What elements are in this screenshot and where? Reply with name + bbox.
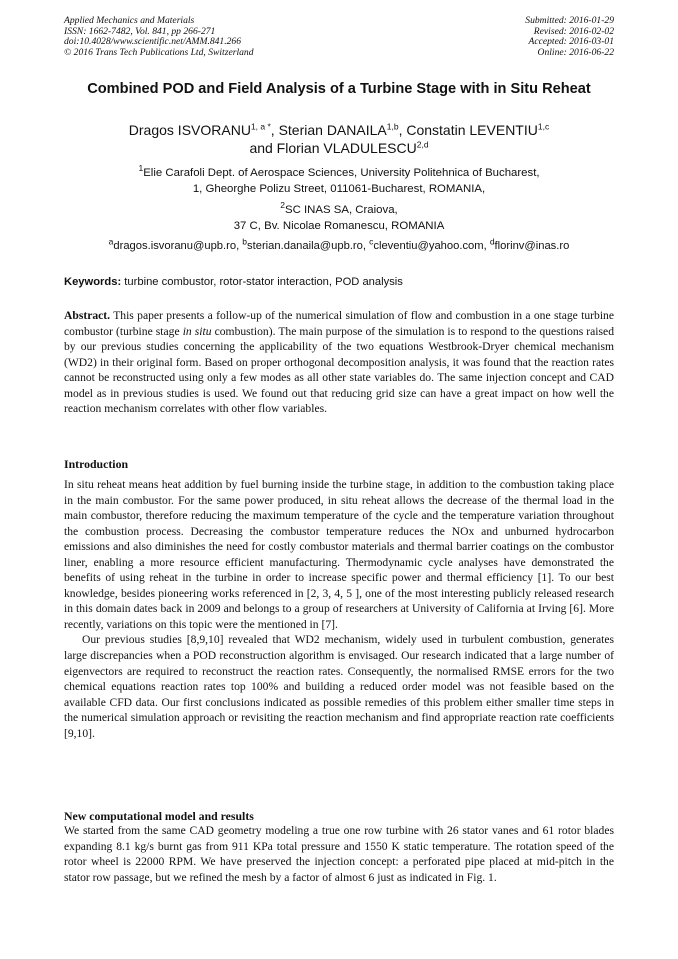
author-name: and Florian VLADULESCU	[249, 139, 417, 156]
abstract-paragraph: Abstract. This paper presents a follow-up of the numerical simulation of flow and combustion in a one stage turbine combustor (turbine stage in situ combustion). The main purpose of the simulation is to respond to the questions raised by our previous studies concerning the applicability of the two equations Westbrook-Dryer chemical mechanism (WD2) in their original form. Based on proper orthogonal decomposition analysis, it was found that the reaction rates cannot be reconstructed using only a few modes as all other state variables do. The same injection concept and CAD model as in previous studies is used. We found out that reducing grid size can have a great impact on how well the reaction mechanism correlates with other flow variables.	[64, 309, 614, 416]
abstract-label: Abstract.	[64, 309, 111, 322]
keywords-label: Keywords:	[64, 276, 122, 288]
author-list: Dragos $ISVORANU^{1, a *}$, Sterian DANAILA$^{1,b}$, Constatin LEVENTIU$^{1,c}$ and Florian VLADULESCU$^{2,d}$	[128, 121, 550, 156]
journal-name: Applied Mechanics and Materials	[64, 15, 195, 26]
journal-info-block	[64, 16, 254, 58]
date-submitted: Submitted: 2016-01-29	[525, 15, 614, 26]
author-name: Constatin LEVENTIU	[406, 122, 538, 138]
dates-block	[525, 16, 614, 58]
date-accepted: Accepted: 2016-03-01	[528, 36, 614, 48]
author-superscript: 1,c	[537, 121, 550, 132]
email-link[interactable]: dragos.isvoranu@upb.ro,	[113, 240, 243, 252]
section-heading-introduction: Introduction	[64, 457, 129, 471]
paragraph: We started from the same CAD geometry modeling a true one row turbine with 26 stator vanes and 61 rotor blades expanding 8.1 kg/s burnt gas from 911 KPa total pressure and 1550 K static temperature. The rotation speed of the rotor wheel is 22000 RPM. We have preserved the injection concept: a perforated pipe placed at mid-pitch in the stator row passage, but we refined the mesh by a factor of almost 6 just as indicated in Fig. 1.	[64, 824, 614, 884]
journal-copyright: © 2016 Trans Tech Publications Ltd, Switzerland	[64, 46, 254, 58]
email-link[interactable]: florinv@inas.ro	[494, 240, 570, 252]
keywords-line	[64, 275, 614, 289]
affiliation-2: $^2$SC INAS SA, Craiova, 37 C, Bv. Nicolae Romanescu, ROMANIA	[233, 200, 445, 232]
journal-issn: ISSN: 1662-7482, Vol. 841, pp 266-271	[64, 25, 216, 37]
section-heading-model: New computational model and results	[64, 809, 254, 823]
author-name: Sterian DANAILA	[278, 122, 387, 138]
email-link[interactable]: cleventiu@yahoo.com,	[373, 240, 490, 252]
model-section-body	[64, 823, 614, 885]
author-name: Dragos ISVORANU	[128, 122, 251, 138]
email-list: $^a$dragos.isvoranu@upb.ro, $^b$sterian.danaila@upb.ro, $^c$cleventiu@yahoo.com, $^d$florinv@inas.ro	[108, 236, 570, 252]
date-revised: Revised: 2016-02-02	[533, 25, 614, 37]
author-superscript: 1,b	[386, 121, 399, 132]
email-link[interactable]: sterian.danaila@upb.ro,	[247, 240, 370, 252]
introduction-body	[64, 477, 614, 741]
author-superscript: 1, a *	[250, 121, 271, 132]
author-superscript: 2,d	[416, 138, 429, 149]
date-online: Online: 2016-06-22	[537, 46, 614, 58]
paragraph: In situ reheat means heat addition by fuel burning inside the turbine stage, in addition to the combustion taking place in the main combustor. For the same power produced, in situ reheat allows the decrease of the thermal load in the main combustor, therefore reducing the maximum temperature of the cycle and the temperature variation throughout the combustion process. Decreasing the combustor temperature reduces the NOx and unburned hydrocarbon emissions and also diminishes the need for costly combustor materials and thermal barrier coatings on the combustor liner, enabling a more resource efficient manufacturing. Thermodynamic cycle analyses have demonstrated the benefits of using reheat in the turbine in order to increase specific power and thermal efficiency [1]. To our best knowledge, besides pioneering works referenced in [2, 3, 4, 5 ], one of the most interesting publicly released research in this domain dates back in 2009 and belongs to a group of researchers at University of California at Irving [6]. More recently, variations on this topic were the mentioned in [7].	[64, 478, 614, 631]
paper-title: Combined POD and Field Analysis of a Turbine Stage with in Situ Reheat	[87, 81, 591, 97]
journal-doi: doi:10.4028/www.scientific.net/AMM.841.266	[64, 36, 242, 48]
keywords-text: turbine combustor, rotor-stator interaction, POD analysis	[121, 276, 403, 288]
affiliation-1: $^1$Elie Carafoli Dept. of Aerospace Sciences, University Politehnica of Bucharest, 1, Gheorghe Polizu Street, 011061-Bucharest, ROMANIA,	[138, 163, 540, 195]
paragraph: Our previous studies [8,9,10] revealed that WD2 mechanism, widely used in turbulent combustion, generates large discrepancies when a POD reconstruction algorithm is envisaged. Our research indicated that a large number of eigenvectors are required to reconstruct the reaction rates. Consequently, the normalised RMSE errors for the two chemical equations reaction rates top 100% and building a reduced order model was not feasible based on the available CFD data. Our first conclusions indicated as possible remedies of this problem either smaller time steps in the numerical simulation approach or revisiting the reaction mechanism and find appropriate reaction rate coefficients [9,10].	[64, 633, 614, 740]
